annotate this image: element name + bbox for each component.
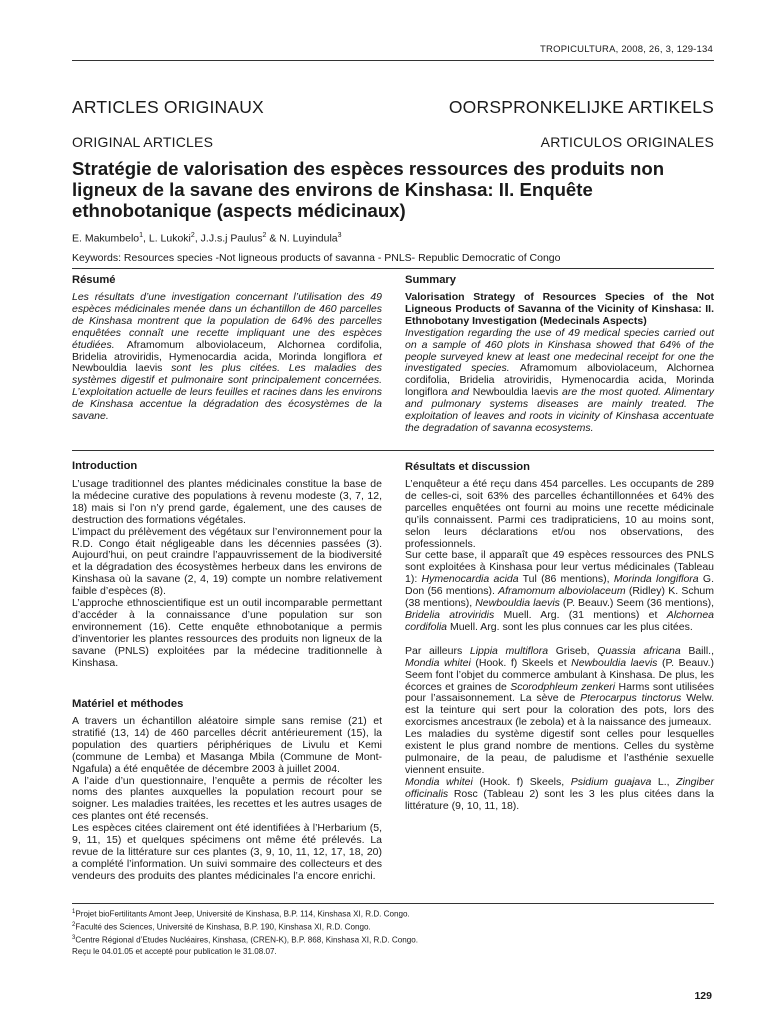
paragraph: L’approche ethnoscientifique est un outil incomparable permettant d’accéder à la connaissance d’une population sur son environnement (16). Cette enquête ethnobotanique a permis d’inventorier les plantes ressources des produits non ligneux de la savane (PNLS) exploitées par la médecine traditionnelle à Kinshasa. <box>72 597 382 669</box>
footnote-2: $^2$Faculté des Sciences, Université de Kinshasa, B.P. 190, Kinshasa XI, R.D. Congo. <box>72 922 371 932</box>
materiel-heading: Matériel et méthodes <box>72 698 184 710</box>
footnote-1: $^1$Projet bioFertilitants Amont Jeep, Université de Kinshasa, B.P. 114, Kinshasa XI, R.D. Congo. <box>72 909 410 919</box>
article-title: Stratégie de valorisation des espèces ressources des produits non ligneux de la savane des environs de Kinshasa: II. Enquête ethnobotanique (aspects médicinaux) <box>72 158 665 221</box>
summary-heading: Summary <box>405 274 456 286</box>
section-articulos-originales: ARTICULOS ORIGINALES <box>540 134 714 150</box>
section-oorspronkelijke-artikels: OORSPRONKELIJKE ARTIKELS <box>448 97 714 117</box>
paragraph: L’usage traditionnel des plantes médicinales constitue la base de la médecine curative des populations à revenu modeste (3, 7, 12, 18) mais si l’on n’y prend garde, également, une des causes de destruction des formations végétales. <box>72 478 382 526</box>
abstract-bottom-rule <box>72 450 714 451</box>
introduction-text <box>72 479 382 670</box>
resultats-text <box>405 479 714 812</box>
paragraph: Mondia whitei (Hook. f) Skeels, Psidium guajava L., Zingiber officinalis Rosc (Tableau 2) sont les 3 les plus citées dans la littérature (9, 10, 11, 18). <box>405 775 715 812</box>
paragraph: A travers un échantillon aléatoire simple sans remise (21) et stratifié (13, 14) de 460 parcelles décrit antérieurement (15), la population des quartiers périphériques de Livulu et Kemi (commune de Lemba) et Masanga Mbila (Commune de Mont-Ngafula) a été enquêtée de décembre 2003 à juillet 2004. <box>72 715 382 775</box>
authors: E. Makumbelo$^1$, L. Lukoki$^2$, J.J.s.j Paulus$^2$ & N. Luyindula$^3$ <box>72 232 342 245</box>
summary-text: Valorisation Strategy of Resources Species of the Not Ligneous Products of Savanna of the Vicinity of Kinshasa: II. Ethnobotany Investigation (Medecinals Aspects) Investigation regarding the use of 49 medical species carried out on a sample of 460 plots in Kinshasa showed that 64% of the people surveyed knew at least one medecinal receipt for one the investigated species. Aframomum alboviolaceum, Alchornea cordifolia, Bridelia atroviridis, Hymenocardia acida, Morinda longiflora and Newbouldia laevis are the most quoted. Alimentary and pulmonary systems diseases are mainly treated. The exploitation of leaves and roots in vicinity of Kinshasa accentuate the degradation of savanna ecosystems. <box>405 291 714 434</box>
section-original-articles: ORIGINAL ARTICLES <box>72 134 214 150</box>
footnote-rule <box>72 903 714 904</box>
header-rule <box>72 60 714 61</box>
introduction-heading: Introduction <box>72 460 138 472</box>
paragraph: Les espèces citées clairement ont été identifiées à l’Herbarium (5, 9, 11, 15) et quelques spécimens ont même été prélevés. La revue de la littérature sur ces plantes (3, 9, 10, 11, 12, 17, 18, 20) a complété l’information. Un suivi sommaire des collecteurs et des vendeurs des produits des plantes médicinales l’a encore enrichi. <box>72 822 382 882</box>
keywords: Keywords: Resources species -Not ligneous products of savanna - PNLS- Republic Democratic of Congo <box>72 252 561 264</box>
abstract-top-rule <box>72 268 714 269</box>
resume-heading: Résumé <box>72 274 116 286</box>
page-number: 129 <box>694 990 712 1002</box>
journal-reference: TROPICULTURA, 2008, 26, 3, 129-134 <box>540 44 713 55</box>
paragraph: Les maladies du système digestif sont celles pour lesquelles existent le plus grand nombre de mentions. Celles du système pulmonaire, de la peau, de paludisme et l’asthénie sexuelle viennent ensuite. <box>405 728 714 776</box>
received-note: Reçu le 04.01.05 et accepté pour publication le 31.08.07. <box>72 947 277 957</box>
paragraph: L’enquêteur a été reçu dans 454 parcelles. Les occupants de 289 de celles-ci, soit 63% des parcelles échantillonnées et 64% des parcelles enquêtées ont fourni au moins une recette médicinale qu’ils connaissent. Parmi ces tradipraticiens, 10 au moins sont, selon leurs déclarations et/ou nos observations, des professionnels. <box>405 478 714 550</box>
summary-subtitle: Valorisation Strategy of Resources Species of the Not Ligneous Products of Savanna of the Vicinity of Kinshasa: II. Ethnobotany Investigation (Medecinals Aspects) <box>405 291 714 327</box>
resultats-heading: Résultats et discussion <box>405 461 530 473</box>
paragraph: Par ailleurs Lippia multiflora Griseb, Quassia africana Baill., Mondia whitei (Hook. f) Skeels et Newbouldia laevis (P. Beauv.) Seem font l’objet du commerce ambulant à Kinshasa. De plus, les écorces et graines de Scorodphleum zenkeri Harms sont utilisées pour l’assaisonnement. La sève de Pterocarpus tinctorus Welw. est la teinture qui sert pour la coloration des pots, lors des exorcismes ancestraux (le zebola) et à la naissance des jumeaux. <box>405 644 715 729</box>
footnote-3: $^3$Centre Régional d’Etudes Nucléaires, Kinshasa, (CREN-K), B.P. 868, Kinshasa XI, R.D. Congo. <box>72 935 418 945</box>
paragraph: L’impact du prélèvement des végétaux sur l’environnement pour la R.D. Congo était négligeable dans les décennies passées (3). Aujourd’hui, on peut craindre l’appauvrissement de la biodiversité et la dégradation des écosystèmes herbeux dans les environs de Kinshasa où la savane (2, 4, 19) compte un nombre relativement faible d’espèces (8). <box>72 525 382 598</box>
section-articles-originaux: ARTICLES ORIGINAUX <box>72 97 264 117</box>
footnotes <box>72 907 712 958</box>
paragraph: Sur cette base, il apparaît que 49 espèces ressources des PNLS sont exploitées à Kinshasa pour leur vertus médicinales (Tableau 1): Hymenocardia acida Tul (86 mentions), Morinda longiflora G. Don (56 mentions). Aframomum alboviolaceum (Ridley) K. Schum (38 mentions), Newbouldia laevis (P. Beauv.) Seem (36 mentions), Bridelia atroviridis Muell. Arg. (31 mentions) et Alchornea cordifolia Muell. Arg. sont les plus connues car les plus citées. <box>405 549 715 633</box>
resume-text: Les résultats d’une investigation concernant l’utilisation des 49 espèces médicinales menée dans un échantillon de 460 parcelles de Kinshasa montrent que la population de 64% des parcelles enquêtées connaît une recette impliquant une des espèces étudiées. Aframomum alboviolaceum, Alchornea cordifolia, Bridelia atroviridis, Hymenocardia acida, Morinda longiflora et Newbouldia laevis sont les plus citées. Les maladies des systèmes digestif et pulmonaire sont principalement concernées. L’exploitation actuelle de leurs feuilles et racines dans les environs de Kinshasa accentue la dégradation des écosystèmes de la savane. <box>72 291 382 423</box>
materiel-text <box>72 716 382 883</box>
paragraph: A l’aide d’un questionnaire, l’enquête a permis de récolter les noms des plantes auxquelles la population recourt pour se soigner. Les maladies traitées, les recettes et les autres usages de ces plantes ont été recensés. <box>72 774 382 823</box>
